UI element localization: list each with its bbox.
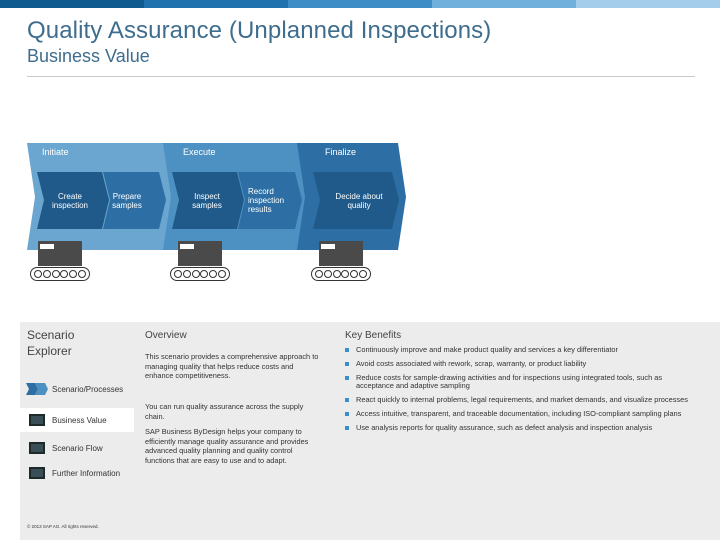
conveyor-box-notch [321, 244, 335, 249]
page-subtitle: Business Value [27, 46, 150, 66]
overview-paragraph: This scenario provides a comprehensive approach to managing quality that helps reduce costs and enhance competitiveness. [145, 352, 319, 381]
bullet-icon [345, 376, 349, 380]
overview-paragraph: You can run quality assurance across the supply chain. [145, 402, 304, 421]
conveyor-box-notch [180, 244, 194, 249]
bullet-icon [345, 362, 349, 366]
nav-item-further-information[interactable] [20, 466, 120, 480]
nav-item-label: Further Information [52, 468, 121, 478]
benefit-item [345, 346, 695, 355]
processes-icon [25, 383, 49, 396]
step-decide-about-quality[interactable]: Decide about quality [335, 192, 383, 210]
benefit-text: Use analysis reports for quality assurance, such as defect analysis and inspection analysis [356, 422, 653, 432]
benefit-item [345, 424, 695, 433]
phase-label-initiate: Initiate [42, 147, 69, 157]
benefit-text: Continuously improve and make product quality and services a key differentiator [356, 345, 618, 354]
nav-item-label: Scenario/Processes [52, 384, 124, 394]
overview-title: Overview [145, 330, 187, 341]
page-title: Quality Assurance (Unplanned Inspections) [27, 17, 492, 44]
benefit-text: React quickly to internal problems, legal requirements, and market demands, and visualize processes [356, 395, 688, 405]
conveyor-icon [170, 240, 230, 282]
step-inspect-samples[interactable]: Inspect samples [192, 192, 222, 210]
bullet-icon [345, 426, 349, 430]
step-create-inspection[interactable]: Create inspection [51, 192, 89, 210]
bullet-icon [345, 398, 349, 402]
conveyor-icon [30, 240, 90, 282]
nav-item-scenario-flow[interactable] [20, 441, 103, 455]
nav-item-label: Business Value [52, 415, 107, 425]
key-benefits-list [345, 346, 695, 438]
benefit-item [345, 360, 695, 369]
conveyor-rollers [170, 267, 230, 281]
bullet-icon [345, 348, 349, 352]
overview-paragraph: SAP Business ByDesign helps your company to efficiently manage quality assurance and provides advanced quality planning and quality control functions that are easy to use and to adapt. [145, 427, 309, 465]
conveyor-rollers [30, 267, 90, 281]
benefit-text: Avoid costs associated with rework, scrap, warranty, or product liability [356, 358, 587, 368]
benefit-item [345, 410, 695, 419]
step-prepare-samples[interactable]: Prepare samples [112, 192, 142, 210]
benefit-item [345, 374, 695, 392]
key-benefits-title: Key Benefits [345, 330, 402, 341]
further-information-icon [25, 467, 49, 480]
scenario-flow-icon [25, 442, 49, 455]
conveyor-rollers [311, 267, 371, 281]
nav-item-label: Scenario Flow [52, 443, 103, 453]
copyright-notice: © 2013 SAP AG. All rights reserved. [27, 524, 99, 529]
phase-label-execute: Execute [183, 147, 216, 157]
phase-label-finalize: Finalize [325, 147, 357, 157]
step-record-inspection-results[interactable]: Record inspection results [248, 187, 285, 214]
nav-item-scenario-processes[interactable] [20, 382, 123, 396]
business-value-icon [25, 414, 49, 427]
conveyor-box-notch [40, 244, 54, 249]
bullet-icon [345, 412, 349, 416]
benefit-item [345, 396, 695, 405]
conveyor-icon [311, 240, 371, 282]
benefit-text: Reduce costs for sample-drawing activities and for inspections using integrated tools, such as acceptance and adaptive sampling [356, 372, 663, 391]
scenario-explorer-title: Scenario Explorer [27, 328, 75, 358]
benefit-text: Access intuitive, transparent, and traceable documentation, including ISO-compliant sampling plans [356, 408, 682, 418]
